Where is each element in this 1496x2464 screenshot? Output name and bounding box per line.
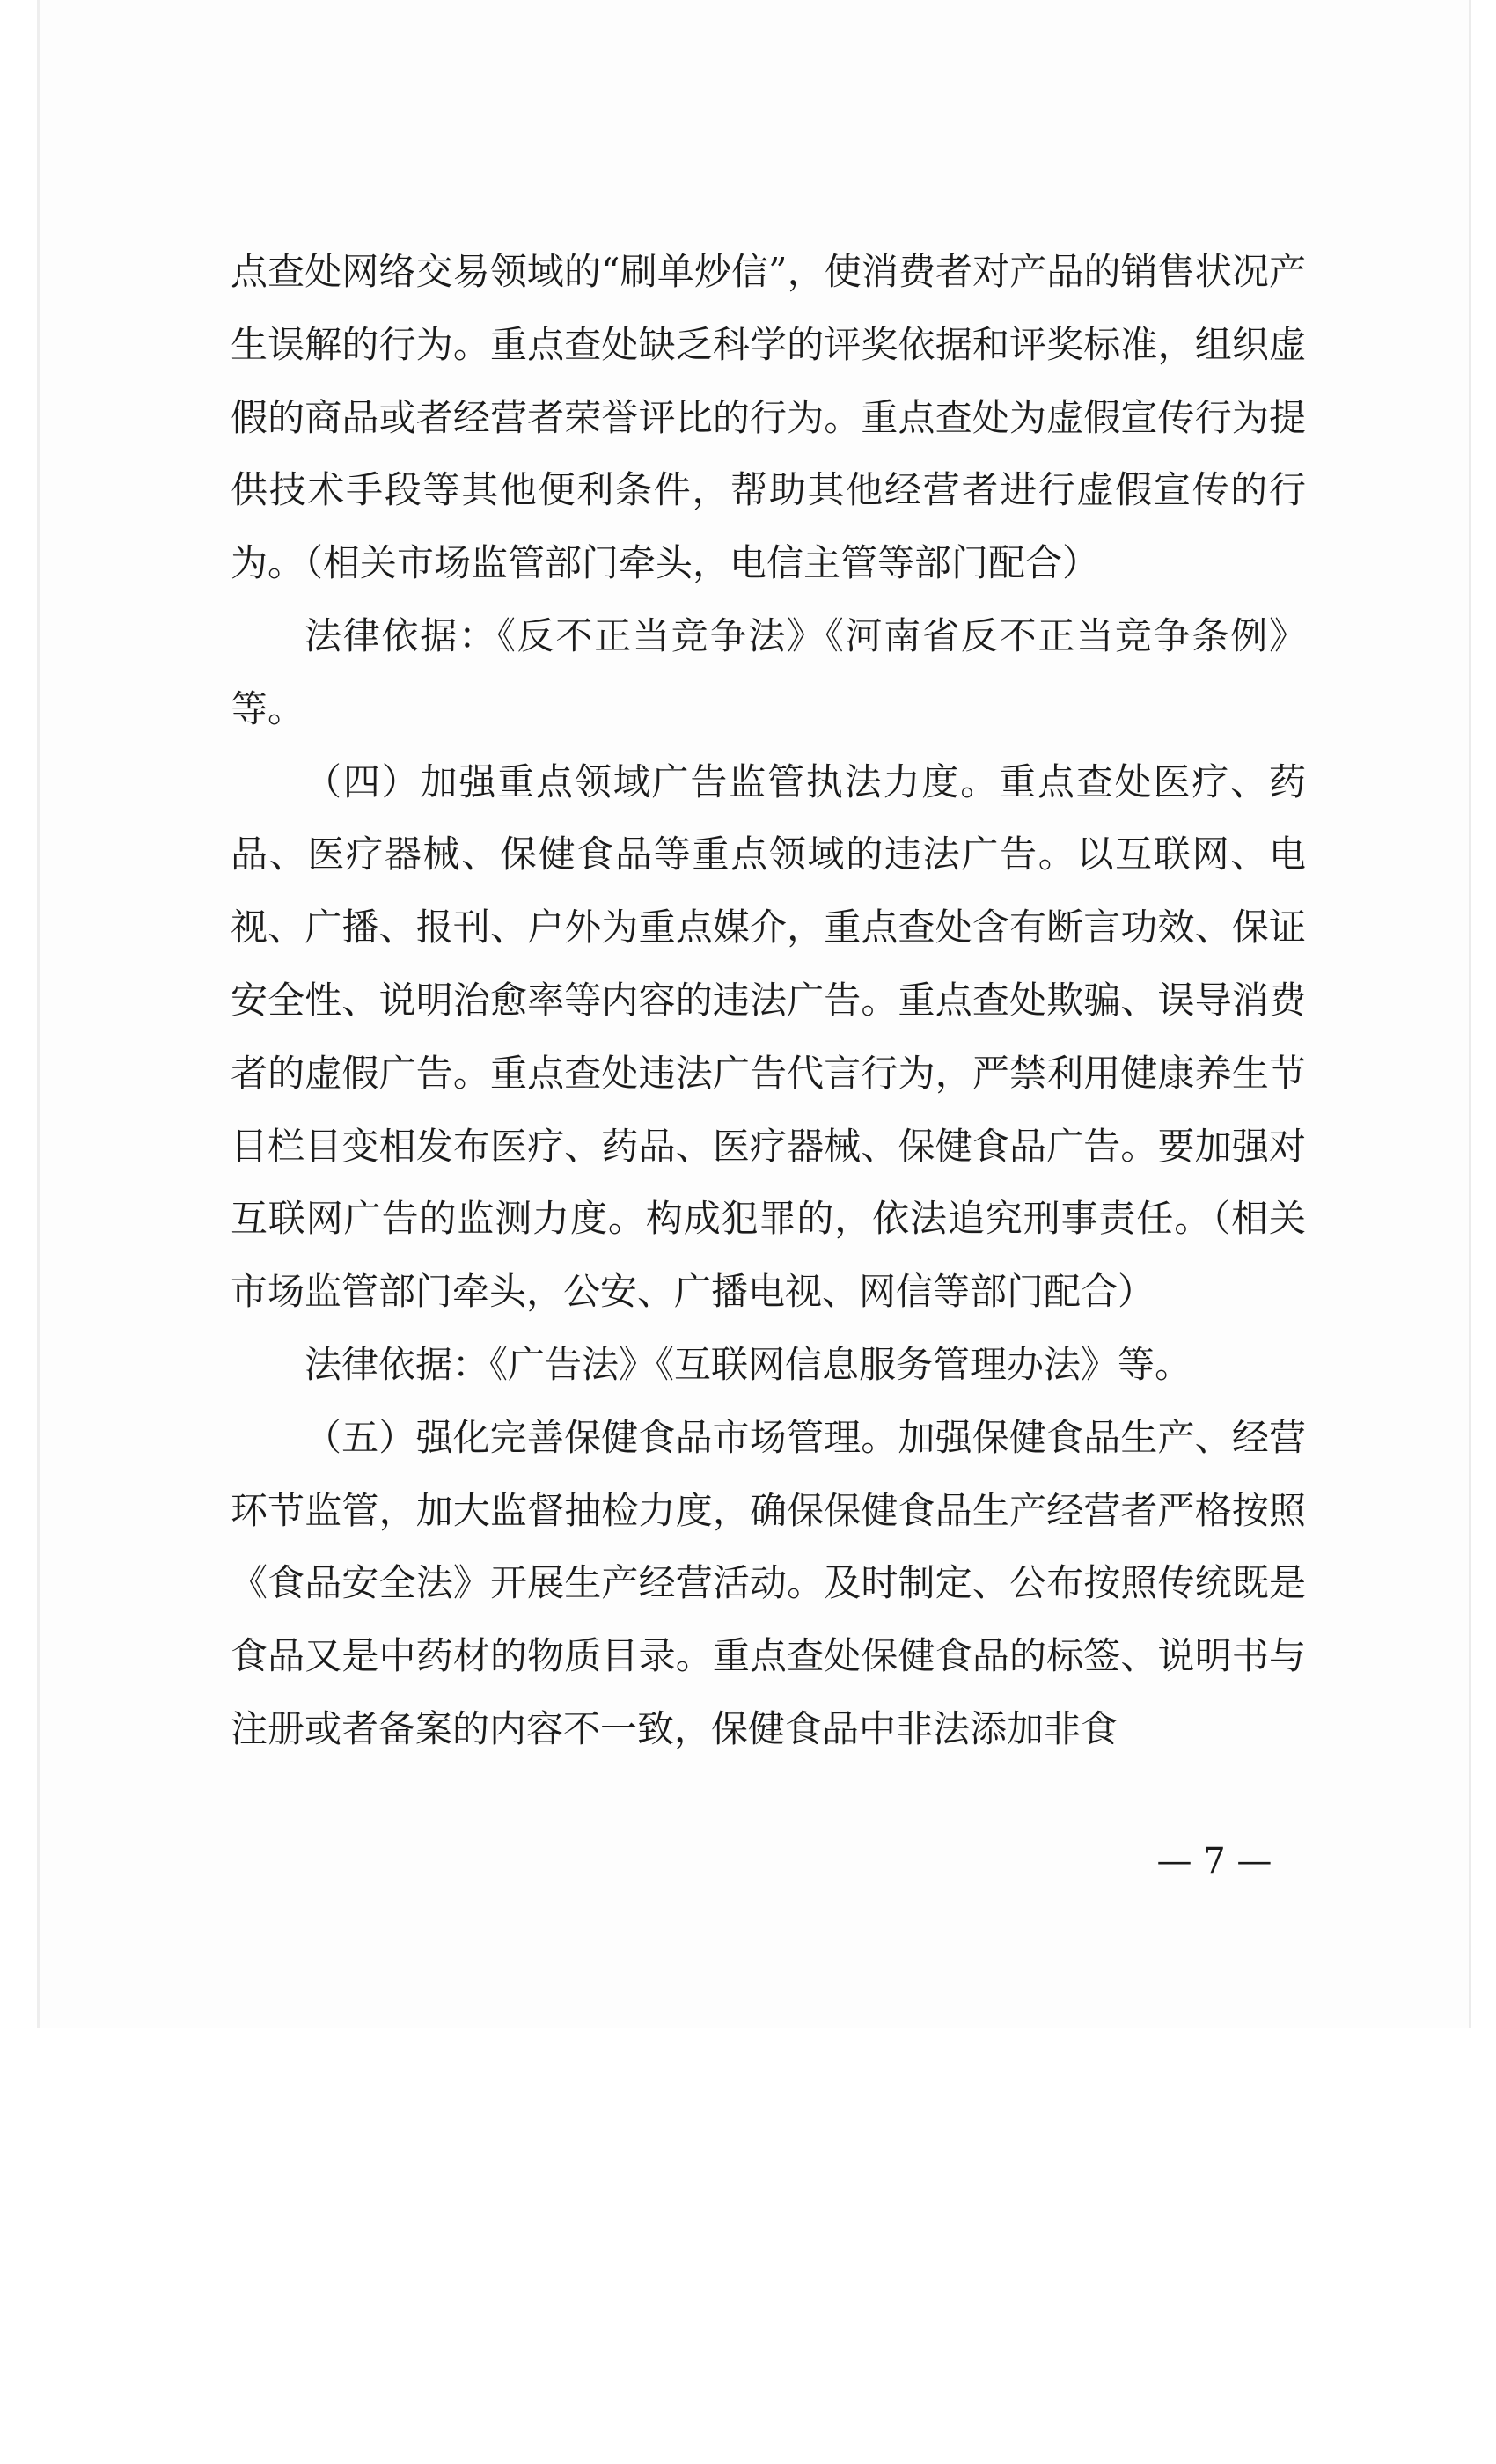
page-number: — 7 — xyxy=(1156,1841,1272,1881)
body-text xyxy=(231,236,1306,1766)
section-four-paragraph: （四）加强重点领域广告监管执法力度。重点查处医疗、药品、医疗器械、保健食品等重点领域的违法广告。以互联网、电视、广播、报刊、户外为重点媒介，重点查处含有断言功效、保证安全性、说明治愈率等内容的违法广告。重点查处欺骗、误导消费者的虚假广告。重点查处违法广告代言行为，严禁利用健康养生节目栏目变相发布医疗、药品、医疗器械、保健食品广告。要加强对互联网广告的监测力度。构成犯罪的，依法追究刑事责任。（相关市场监管部门牵头，公安、广播电视、网信等部门配合） xyxy=(231,759,1306,1314)
legal-basis-paragraph-1: 法律依据：《反不正当竞争法》《河南省反不正当竞争条例》等。 xyxy=(231,613,1306,730)
paragraph-continuation: 点查处网络交易领域的“刷单炒信”，使消费者对产品的销售状况产生误解的行为。重点查处缺乏科学的评奖依据和评奖标准，组织虚假的商品或者经营者荣誉评比的行为。重点查处为虚假宣传行为提供技术手段等其他便利条件，帮助其他经营者进行虚假宣传的行为。（相关市场监管部门牵头，电信主管等部门配合） xyxy=(231,250,1306,585)
section-five-paragraph: （五）强化完善保健食品市场管理。加强保健食品生产、经营环节监管，加大监督抽检力度，确保保健食品生产经营者严格按照《食品安全法》开展生产经营活动。及时制定、公布按照传统既是食品又是中药材的物质目录。重点查处保健食品的标签、说明书与注册或者备案的内容不一致，保健食品中非法添加非食 xyxy=(231,1415,1306,1750)
legal-basis-paragraph-2: 法律依据：《广告法》《互联网信息服务管理办法》等。 xyxy=(304,1342,1192,1386)
